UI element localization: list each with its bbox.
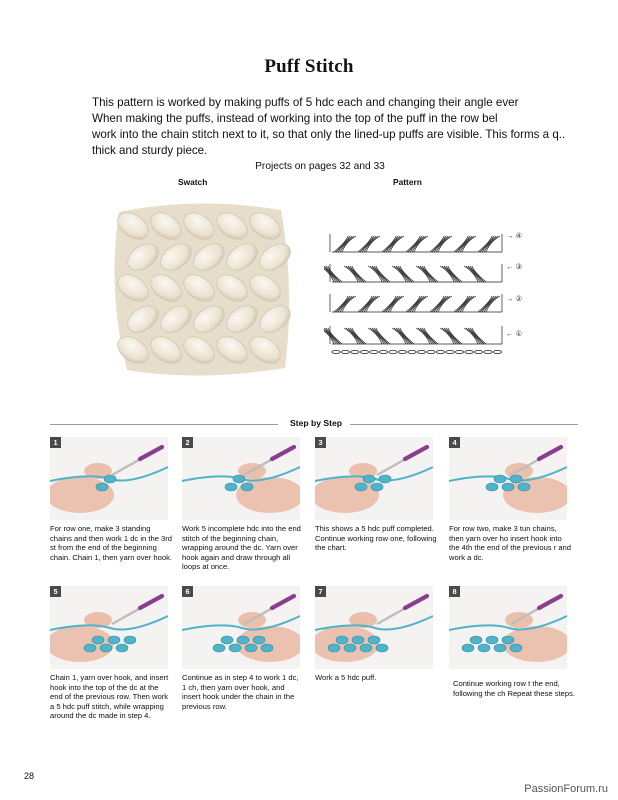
step-photo (315, 586, 433, 669)
intro-line: This pattern is worked by making puffs of 5 hdc each and changing their angle ever (92, 96, 519, 109)
step-card (449, 437, 572, 562)
step-photo (182, 586, 300, 669)
yarn-hand-illustration (182, 586, 300, 669)
step-photo (449, 437, 567, 520)
watermark: PassionForum.ru (524, 783, 608, 795)
yarn-hand-illustration (50, 586, 168, 669)
row-marker: ← ① (506, 329, 523, 338)
step-number: 3 (315, 437, 326, 448)
intro-line: When making the puffs, instead of working into the top of the puff in the row bel (92, 112, 498, 125)
step-number: 1 (50, 437, 61, 448)
intro-paragraph (92, 95, 566, 159)
step-number: 7 (315, 586, 326, 597)
step-caption: Chain 1, yarn over hook, and insert hook into the top of the dc at the end of the previous row. Then work a 5 hdc puff stitch, while wrapping around the dc made in step 4. (50, 673, 169, 721)
step-by-step-divider (50, 418, 578, 430)
step-card (50, 437, 172, 562)
step-card (315, 586, 433, 683)
step-caption: Work a 5 hdc puff. (315, 673, 377, 682)
yarn-hand-illustration (315, 586, 433, 669)
yarn-hand-illustration (449, 437, 567, 520)
page-number: 28 (24, 771, 35, 781)
step-photo (50, 437, 168, 520)
row-marker: → ④ (506, 231, 523, 240)
projects-reference: Projects on pages 32 and 33 (255, 161, 385, 172)
step-number: 4 (449, 437, 460, 448)
step-number: 2 (182, 437, 193, 448)
step-card (182, 437, 300, 572)
step-photo (315, 437, 433, 520)
intro-line: work into the chain stitch next to it, so that only the lined-up puffs are visible. This forms a q.. (92, 128, 566, 141)
page-title: Puff Stitch (264, 56, 354, 77)
step-photo (50, 586, 168, 669)
swatch-photo (105, 200, 291, 378)
step-by-step-title: Step by Step (284, 418, 348, 428)
yarn-hand-illustration (50, 437, 168, 520)
intro-line: thick and sturdy piece. (92, 144, 208, 157)
pattern-chart (324, 218, 534, 358)
step-caption: This shows a 5 hdc puff completed. Continue working row one, following the chart. (315, 524, 437, 553)
step-photo (449, 586, 567, 669)
step-card (50, 586, 168, 721)
step-number: 5 (50, 586, 61, 597)
step-caption: Work 5 incomplete hdc into the end stitch of the beginning chain, wrapping around the dc. Yarn over hook again and draw through all loops at once. (182, 524, 301, 572)
row-marker: → ② (506, 294, 523, 303)
step-card (315, 437, 437, 553)
pattern-label: Pattern (393, 177, 422, 187)
step-card (449, 586, 575, 698)
step-caption: For row two, make 3 tun chains, then yarn over ho insert hook into the 4th the end of the previous r and work a dc. (449, 524, 572, 562)
yarn-hand-illustration (182, 437, 300, 520)
step-photo (182, 437, 300, 520)
step-caption: For row one, make 3 standing chains and then work 1 dc in the 3rd st from the end of the beginning chain. Chain 1, then yarn over hook. (50, 524, 172, 562)
step-number: 8 (449, 586, 460, 597)
row-marker: ← ③ (506, 262, 523, 271)
swatch-label: Swatch (178, 177, 208, 187)
yarn-hand-illustration (315, 437, 433, 520)
step-caption: Continue working row t the end, following the ch Repeat these steps. (453, 679, 575, 698)
step-number: 6 (182, 586, 193, 597)
yarn-hand-illustration (449, 586, 567, 669)
step-card (182, 586, 300, 711)
step-caption: Continue as in step 4 to work 1 dc, 1 ch, then yarn over hook, and insert hook under the chain in the previous row. (182, 673, 299, 711)
